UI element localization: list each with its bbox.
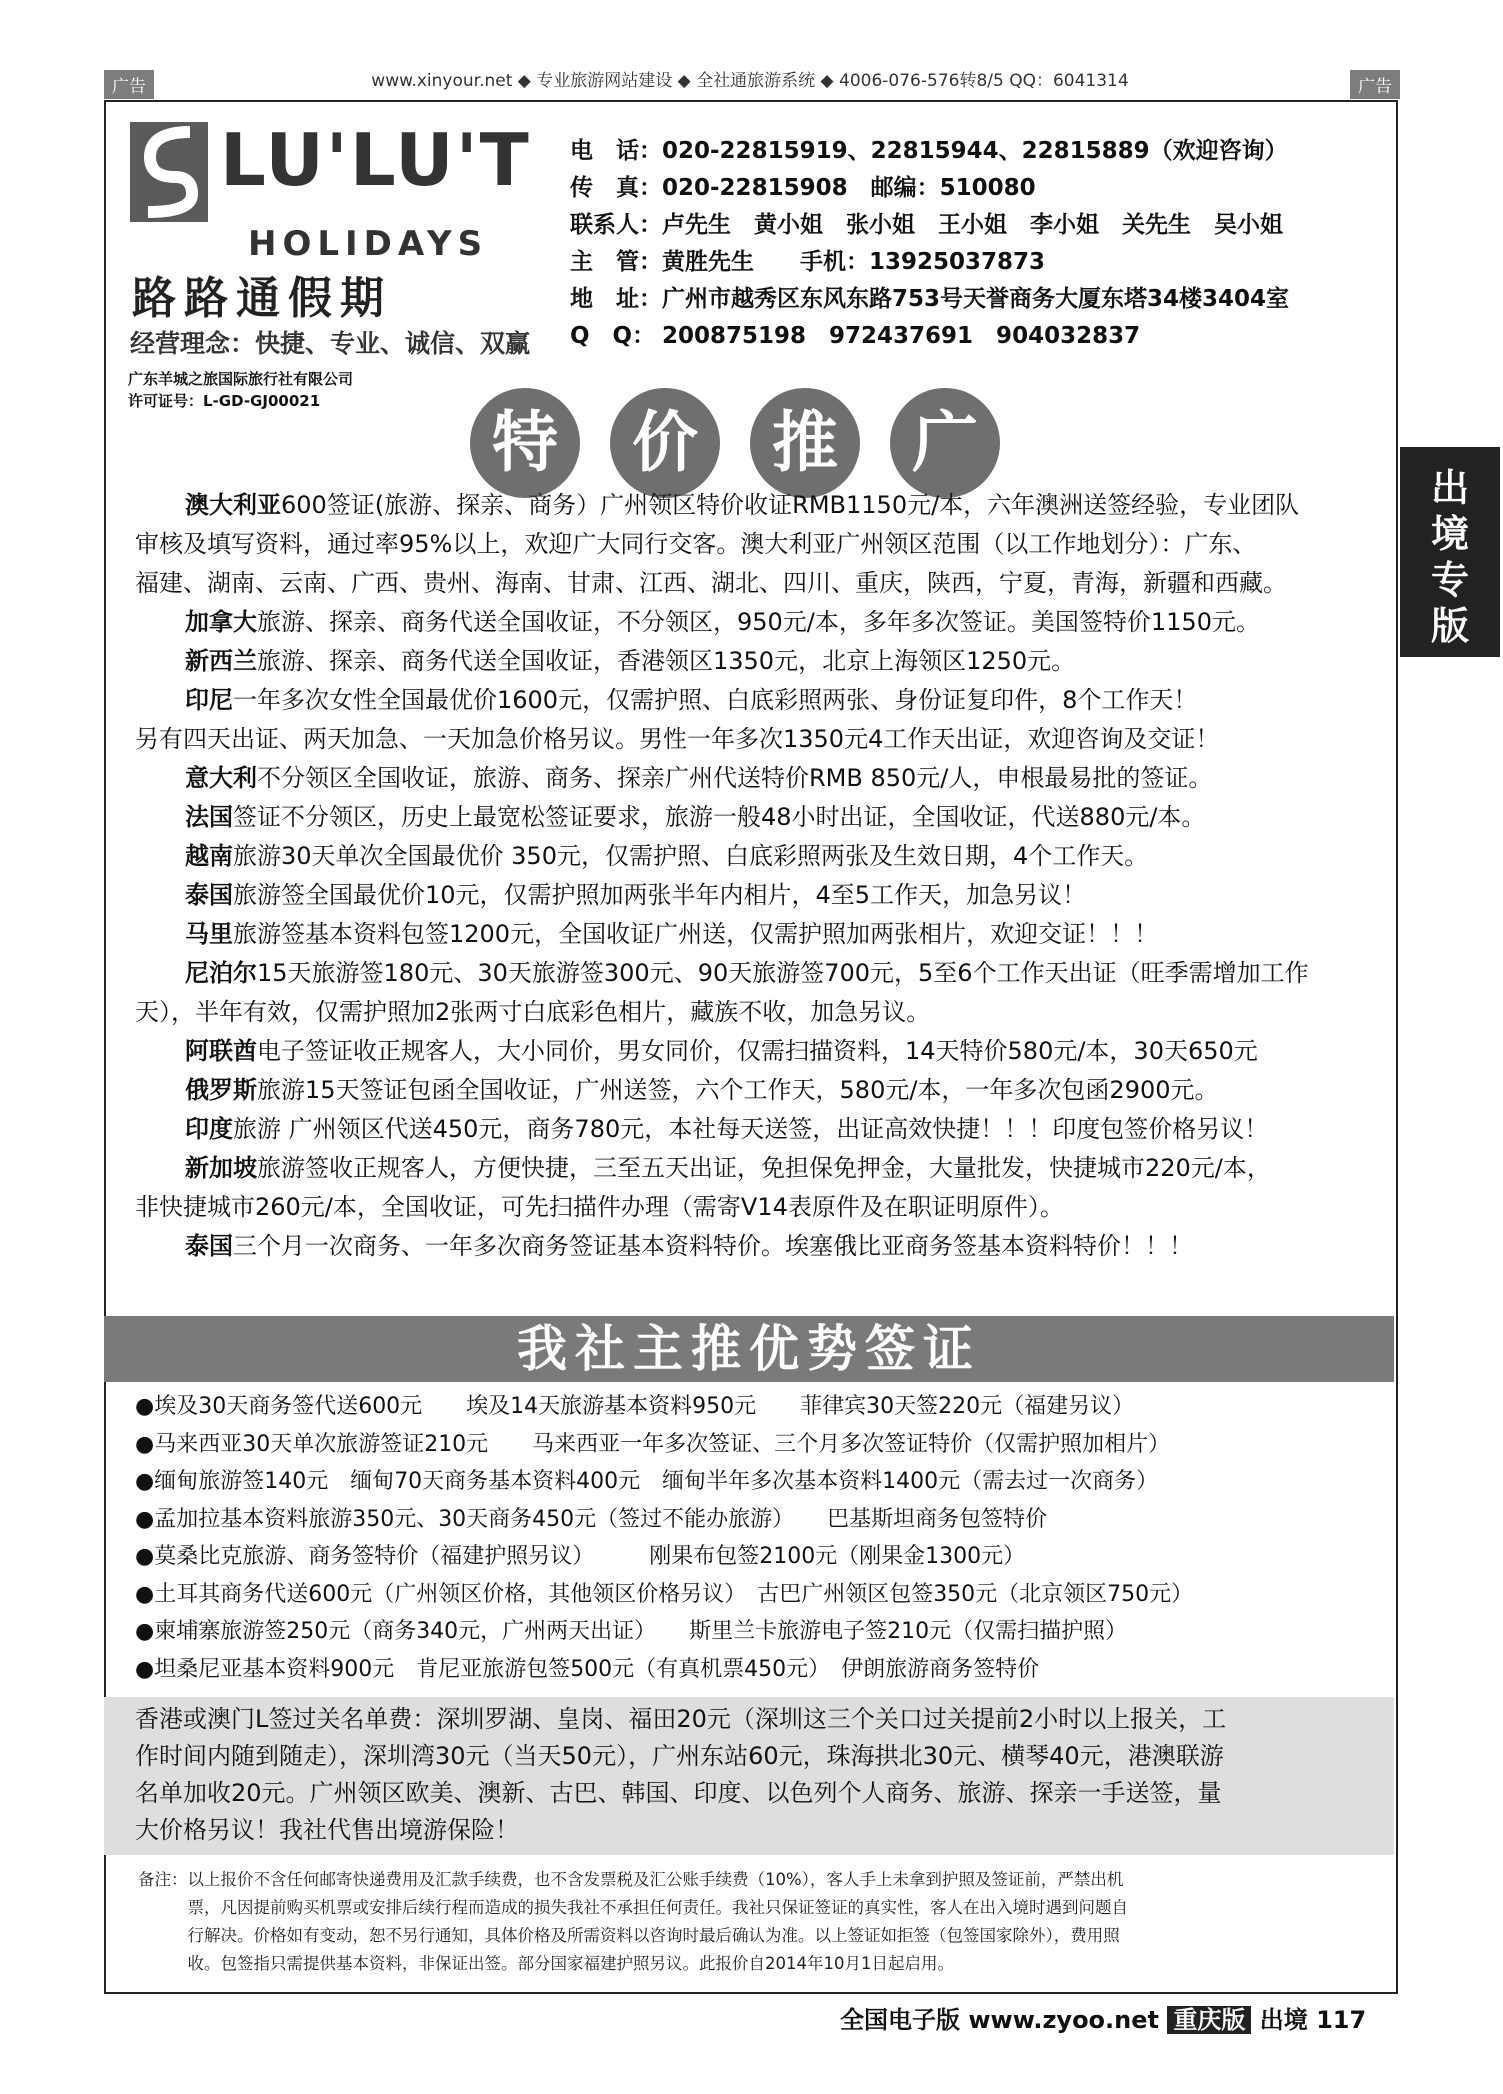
featured-visa-item: ●马来西亚30天单次旅游签证210元 马来西亚一年多次签证、三个月多次签证特价（仅需护照加相片） (135, 1431, 1171, 1457)
featured-visa-item: ●柬埔寨旅游签250元（商务340元，广州两天出证） 斯里兰卡旅游电子签210元（仅需扫描护照） (135, 1619, 1128, 1644)
visa-country: 尼泊尔 (185, 959, 257, 987)
contact-value: 广州市越秀区东风东路753号天誉商务大厦东塔34楼3404室 (662, 286, 1290, 312)
hk-line: 名单加收20元。广州领区欧美、澳新、古巴、韩国、印度、以色列个人商务、旅游、探亲一手送签，量 (135, 1779, 1222, 1807)
visa-country: 加拿大 (185, 608, 257, 636)
visa-line (185, 1149, 1425, 1188)
visa-country: 意大利 (185, 764, 257, 792)
hk-line: 大价格另议！我社代售出境游保险！ (135, 1816, 519, 1844)
contact-value: 黄胜先生 手机：13925037873 (662, 249, 1046, 275)
featured-visa-item: ●莫桑比克旅游、商务签特价（福建护照另议） 刚果布包签2100元（刚果金1300元） (135, 1544, 1026, 1569)
visa-line (185, 642, 1425, 681)
logo-motto: 经营理念：快捷、专业、诚信、双赢 (130, 329, 531, 358)
tab-char: 出 (1430, 466, 1469, 510)
contact-line (570, 243, 1045, 276)
visa-country: 印度 (185, 1115, 233, 1143)
visa-line (185, 486, 1425, 525)
visa-country: 印尼 (185, 686, 233, 714)
visa-line (185, 759, 1425, 798)
ad-label-left: 广告 (104, 70, 154, 99)
visa-detail: 旅游、探亲、商务代送全国收证，不分领区，950元/本，多年多次签证。美国签特价1150元。 (257, 608, 1260, 636)
visa-detail: 天），半年有效，仅需护照加2张两寸白底彩色相片，藏族不收，加急另议。 (135, 998, 931, 1026)
contact-value: 020-22815908 邮编：510080 (662, 175, 1036, 201)
visa-detail: 三个月一次商务、一年多次商务签证基本资料特价。埃塞俄比亚商务签基本资料特价！！！ (233, 1232, 1193, 1260)
tab-char: 版 (1430, 604, 1469, 648)
visa-detail: 旅游15天签证包函全国收证，广州送签，六个工作天，580元/本，一年多次包函2900元。 (257, 1076, 1219, 1104)
visa-line (135, 564, 1375, 603)
contact-line (570, 132, 1288, 165)
remark-line: 收。包签指只需提供基本资料，非保证出签。部分国家福建护照另议。此报价自2014年10月1日起启用。 (138, 1954, 954, 1973)
visa-line (185, 915, 1425, 954)
hk-line: 香港或澳门L签过关名单费：深圳罗湖、皇岗、福田20元（深圳这三个关口过关提前2小时以上报关，工 (135, 1705, 1227, 1733)
visa-line (185, 1032, 1425, 1071)
featured-visa-item: ●缅甸旅游签140元 缅甸70天商务基本资料400元 缅甸半年多次基本资料1400元（需去过一次商务） (135, 1469, 1159, 1494)
visa-detail: 福建、湖南、云南、广西、贵州、海南、甘肃、江西、湖北、四川、重庆，陕西，宁夏，青海，新疆和西藏。 (135, 569, 1287, 597)
tab-char: 专 (1430, 558, 1469, 602)
visa-line (185, 798, 1425, 837)
visa-country: 泰国 (185, 881, 233, 909)
visa-detail: 电子签证收正规客人，大小同价，男女同价，仅需扫描资料，14天特价580元/本，30天650元 (257, 1037, 1258, 1065)
visa-detail: 600签证(旅游、探亲、商务）广州领区特价收证RMB1150元/本，六年澳洲送签经验，专业团队 (281, 491, 1300, 519)
contact-line (570, 169, 1036, 202)
featured-visa-item: ●孟加拉基本资料旅游350元、30天商务450元（签过不能办旅游） 巴基斯坦商务包签特价 (135, 1506, 1048, 1532)
special-offer-banner (470, 388, 1030, 498)
visa-country: 马里 (185, 920, 233, 948)
visa-country: 新西兰 (185, 647, 257, 675)
visa-country: 澳大利亚 (185, 491, 281, 519)
license-number: 许可证号：L-GD-GJ00021 (128, 392, 321, 410)
contact-key: 地 址： (570, 286, 662, 312)
banner-char: 特 (470, 388, 580, 498)
visa-detail: 旅游 广州领区代送450元，商务780元，本社每天送签，出证高效快捷！！！印度包签价格另议！ (233, 1115, 1269, 1143)
visa-detail: 15天旅游签180元、30天旅游签300元、90天旅游签700元，5至6个工作天出证（旺季需增加工作 (257, 959, 1309, 987)
featured-visa-item: ●土耳其商务代送600元（广州领区价格，其他领区价格另议） 古巴广州领区包签350元（北京领区750元） (135, 1581, 1194, 1607)
ad-label-right: 广告 (1350, 70, 1400, 99)
visa-country: 新加坡 (185, 1154, 257, 1182)
contact-value: 020-22815919、22815944、22815889（欢迎咨询） (662, 138, 1288, 164)
footer-page: 出境 117 (1259, 2006, 1367, 2034)
visa-detail: 旅游30天单次全国最优价 350元，仅需护照、白底彩照两张及生效日期，4个工作天。 (233, 842, 1149, 870)
visa-line (185, 1110, 1425, 1149)
visa-line (185, 681, 1425, 720)
banner-char: 推 (750, 388, 860, 498)
visa-line (185, 1071, 1425, 1110)
logo-mark-icon (130, 122, 208, 222)
remark-line: 行解决。价格如有变动，恕不另行通知，具体价格及所需资料以咨询时最后确认为准。以上签证如拒签（包签国家除外），费用照 (138, 1926, 1120, 1945)
banner-char: 广 (890, 388, 1000, 498)
logo-cn-name: 路路通假期 (132, 273, 392, 324)
visa-line (185, 876, 1425, 915)
contact-key: Q Q： (570, 323, 656, 349)
contact-key: 联系人： (570, 212, 662, 238)
logo (128, 118, 531, 358)
visa-line (135, 525, 1375, 564)
contact-key: 传 真： (570, 175, 662, 201)
visa-line (135, 1188, 1375, 1227)
contact-key: 主 管： (570, 249, 662, 275)
featured-visa-banner: 我社主推优势签证 (104, 1316, 1394, 1382)
visa-detail: 审核及填写资料，通过率95%以上，欢迎广大同行交客。澳大利亚广州领区范围（以工作地划分）：广东、 (135, 530, 1257, 558)
featured-visa-item: ●埃及30天商务签代送600元 埃及14天旅游基本资料950元 菲律宾30天签220元（福建另议） (135, 1394, 1135, 1419)
visa-line (185, 603, 1425, 642)
visa-line (135, 993, 1375, 1032)
hk-line: 作时间内随到随走），深圳湾30元（当天50元），广州东站60元，珠海拱北30元、横琴40元，港澳联游 (135, 1742, 1224, 1770)
footer-site: 全国电子版 www.zyoo.net (840, 2006, 1159, 2034)
page-footer (840, 2000, 1366, 2035)
visa-country: 阿联酋 (185, 1037, 257, 1065)
visa-detail: 非快捷城市260元/本，全国收证，可先扫描件办理（需寄V14表原件及在职证明原件）。 (135, 1193, 1064, 1221)
visa-detail: 不分领区全国收证，旅游、商务、探亲广州代送特价RMB 850元/人，申根最易批的签证。 (257, 764, 1213, 792)
visa-country: 俄罗斯 (185, 1076, 257, 1104)
featured-visa-item: ●坦桑尼亚基本资料900元 肯尼亚旅游包签500元（有真机票450元） 伊朗旅游商务签特价 (135, 1656, 1040, 1682)
logo-holidays: HOLIDAYS (248, 224, 489, 264)
visa-country: 越南 (185, 842, 233, 870)
banner-char: 价 (610, 388, 720, 498)
visa-detail: 旅游签全国最优价10元，仅需护照加两张半年内相片，4至5工作天，加急另议！ (233, 881, 1087, 909)
visa-detail: 旅游签收正规客人，方便快捷，三至五天出证，免担保免押金，大量批发，快捷城市220元/本， (257, 1154, 1271, 1182)
visa-country: 泰国 (185, 1232, 233, 1260)
footer-edition: 重庆版 (1167, 2006, 1251, 2034)
visa-detail: 一年多次女性全国最优价1600元，仅需护照、白底彩照两张、身份证复印件，8个工作天！ (233, 686, 1198, 714)
visa-detail: 旅游签基本资料包签1200元，全国收证广州送，仅需护照加两张相片，欢迎交证！！！ (233, 920, 1159, 948)
visa-detail: 旅游、探亲、商务代送全国收证，香港领区1350元，北京上海领区1250元。 (257, 647, 1076, 675)
visa-line (135, 720, 1375, 759)
tab-char: 境 (1430, 512, 1469, 556)
visa-line (185, 837, 1425, 876)
remark-line: 票，凡因提前购买机票或安排后续行程而造成的损失我社不承担任何责任。我社只保证签证的真实性，客人在出入境时遇到问题自 (138, 1898, 1128, 1917)
visa-line (185, 954, 1425, 993)
contact-value: 卢先生 黄小姐 张小姐 王小姐 李小姐 关先生 吴小姐 (662, 212, 1283, 238)
visa-detail: 另有四天出证、两天加急、一天加急价格另议。男性一年多次1350元4工作天出证，欢迎咨询及交证！ (135, 725, 1220, 753)
contact-value: 200875198 972437691 904032837 (662, 323, 1141, 349)
logo-letters: LU'LU'T (220, 118, 531, 202)
contact-line (570, 280, 1289, 313)
contact-key: 电 话： (570, 138, 662, 164)
top-banner-text: www.xinyour.net ◆ 专业旅游网站建设 ◆ 全社通旅游系统 ◆ 4006-076-576转8/5 QQ：6041314 (371, 71, 1129, 91)
contact-line (570, 206, 1283, 239)
visa-country: 法国 (185, 803, 233, 831)
company-name: 广东羊城之旅国际旅行社有限公司 (128, 370, 354, 388)
visa-detail: 签证不分领区，历史上最宽松签证要求，旅游一般48小时出证，全国收证，代送880元/本。 (233, 803, 1206, 831)
contact-line (570, 317, 1140, 350)
visa-line (185, 1227, 1425, 1266)
remark-line: 备注：以上报价不含任何邮寄快递费用及汇款手续费，也不含发票税及汇公账手续费（10%），客人手上未拿到护照及签证前，严禁出机 (138, 1870, 1124, 1889)
